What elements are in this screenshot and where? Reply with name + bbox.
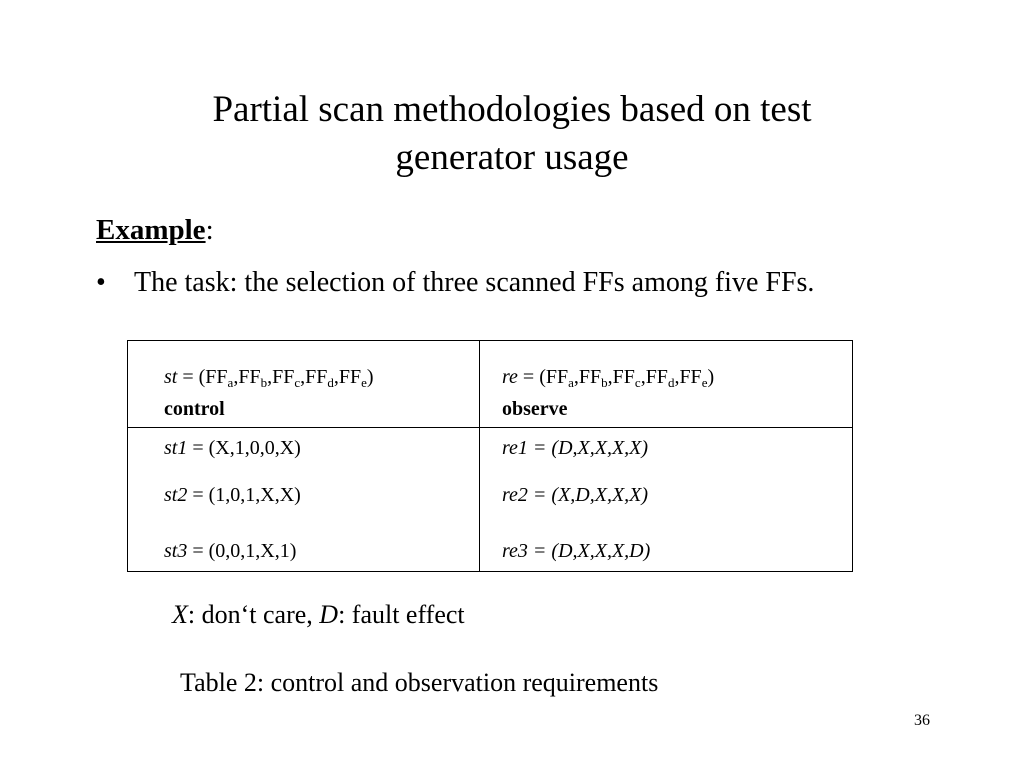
st-value: = (0,0,1,X,1) (187, 540, 297, 562)
table-row-3-observe: re3 = (D,X,X,X,D) (502, 540, 651, 562)
example-label: Example (96, 214, 206, 246)
st-value: = (1,0,1,X,X) (187, 484, 301, 506)
ff-text: ,FF (333, 366, 362, 388)
header-observe-label: observe (502, 398, 568, 420)
st-var: st (164, 366, 178, 388)
ff-sub: e (361, 375, 367, 390)
legend-d: D (319, 600, 339, 629)
ff-sub: c (634, 375, 641, 390)
table-row-1-observe: re1 = (D,X,X,X,X) (502, 437, 649, 459)
ff-text: ,FF (573, 366, 602, 388)
table-header-divider (128, 427, 852, 428)
ff-text: ,FF (640, 366, 668, 388)
ff-sub: e (701, 375, 708, 390)
st-value: = (X,1,0,0,X) (187, 437, 301, 459)
table-caption: Table 2: control and observation requirements (180, 668, 659, 697)
page-number: 36 (914, 712, 930, 729)
requirements-table (127, 340, 853, 572)
legend-d-desc: : fault effect (338, 600, 465, 629)
legend (172, 600, 465, 630)
re-var: re (502, 366, 518, 388)
ff-sub: b (601, 375, 608, 390)
ff-text: ,FF (607, 366, 635, 388)
table-row-1-control (164, 436, 301, 460)
ff-text: ,FF (267, 366, 295, 388)
st-var: st2 (164, 484, 188, 506)
title-line-2: generator usage (395, 137, 629, 178)
table-column-divider (479, 341, 480, 572)
ff-text: ,FF (300, 366, 328, 388)
ff-sub: c (294, 375, 301, 390)
ff-text: FF (545, 366, 569, 388)
legend-x-desc: : don‘t care, (187, 600, 320, 629)
table-row-2-control (164, 483, 301, 507)
eq-text: = ( (517, 366, 546, 388)
header-observe-formula (502, 365, 714, 389)
example-colon: : (205, 214, 214, 246)
ff-sub: a (568, 375, 574, 390)
bullet-text: The task: the selection of three scanned FFs among five FFs. (134, 267, 815, 298)
header-control-label: control (164, 398, 225, 420)
table-row-3-control (164, 539, 296, 563)
ff-text: ,FF (674, 366, 702, 388)
example-heading (96, 214, 214, 247)
ff-sub: b (260, 375, 268, 390)
title-line-1: Partial scan methodologies based on test (212, 89, 812, 130)
ff-text: ,FF (233, 366, 261, 388)
ff-sub: a (227, 375, 234, 390)
ff-sub: d (327, 375, 334, 390)
ff-text: ) (366, 366, 374, 388)
st-var: st3 (164, 540, 188, 562)
eq-text: = ( (177, 366, 206, 388)
ff-sub: d (667, 375, 675, 390)
ff-text: ) (707, 366, 715, 388)
header-control-formula (164, 365, 374, 389)
legend-x: X (172, 600, 188, 629)
ff-text: FF (205, 366, 228, 388)
st-var: st1 (164, 437, 188, 459)
table-row-2-observe: re2 = (X,D,X,X,X) (502, 484, 649, 506)
bullet-marker: • (96, 267, 106, 298)
slide-title (0, 86, 1024, 182)
